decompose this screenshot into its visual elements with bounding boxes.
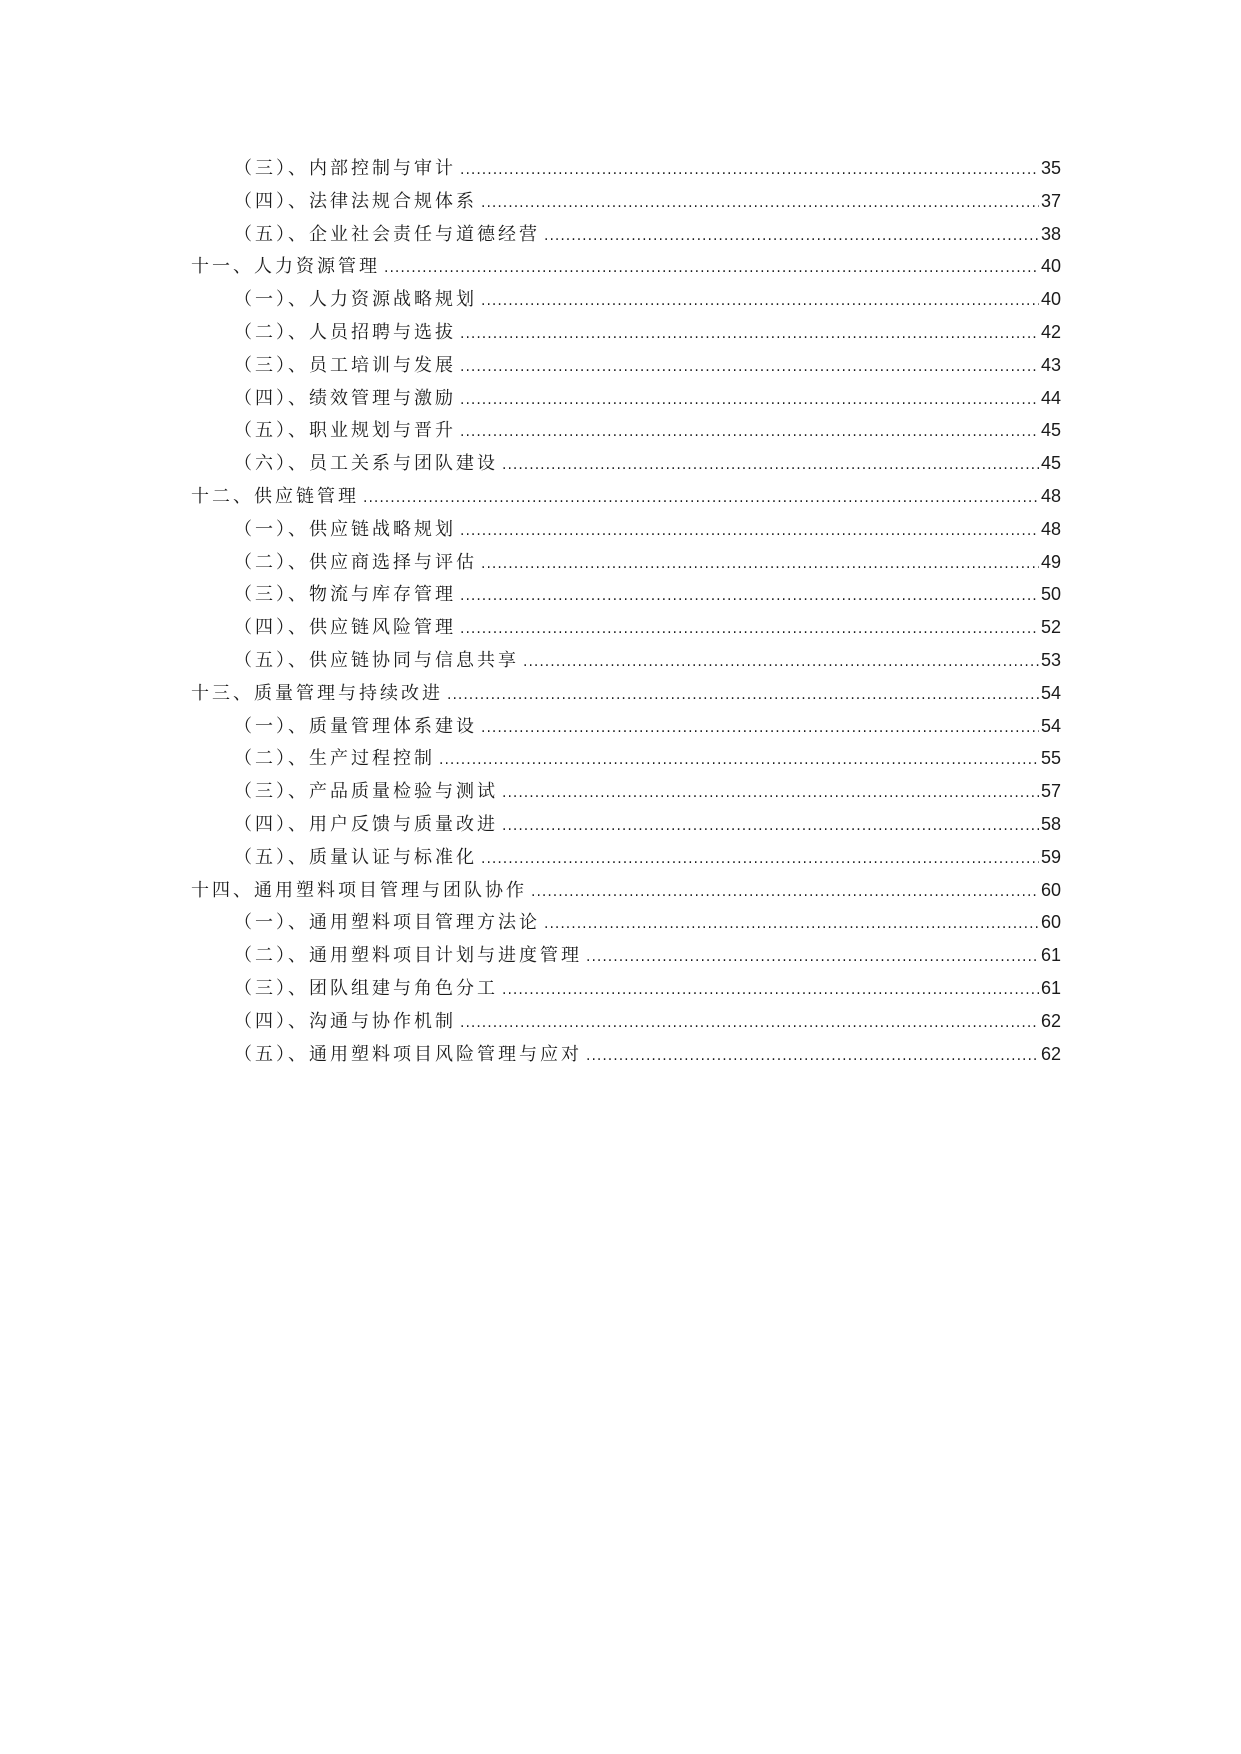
toc-entry-title: （三）、团队组建与角色分工 (234, 978, 498, 999)
toc-entry-page: 45 (1040, 420, 1061, 441)
toc-entry-title: （二）、通用塑料项目计划与进度管理 (234, 945, 582, 967)
toc-entry[interactable] (234, 185, 1061, 218)
toc-entry[interactable] (234, 808, 1061, 841)
toc-entry-title: （四）、绩效管理与激励 (234, 387, 456, 409)
toc-entry[interactable] (234, 611, 1061, 644)
toc-entry[interactable] (191, 480, 1061, 513)
toc-entry-title: 十三、质量管理与持续改进 (191, 682, 443, 704)
toc-entry-page: 60 (1040, 879, 1061, 900)
toc-entry-title: （四）、法律法规合规体系 (234, 190, 477, 212)
toc-entry-title: （二）、生产过程控制 (234, 748, 435, 770)
toc-entry-page: 59 (1040, 846, 1061, 867)
toc-dot-leader (586, 1040, 1039, 1073)
toc-entry-page: 58 (1040, 814, 1061, 834)
toc-entry-title: （二）、人员招聘与选拔 (234, 322, 456, 343)
toc-entry-page: 48 (1040, 518, 1061, 539)
toc-entry-page: 62 (1040, 1010, 1061, 1031)
toc-dot-leader (460, 154, 1039, 187)
toc-entry-title: （一）、人力资源战略规划 (234, 289, 477, 311)
toc-entry-page: 57 (1040, 781, 1061, 802)
toc-entry-title: （三）、员工培训与发展 (234, 354, 456, 376)
toc-entry-page: 40 (1040, 289, 1061, 310)
toc-entry-title: （四）、用户反馈与质量改进 (234, 814, 498, 835)
toc-dot-leader (460, 416, 1039, 449)
toc-dot-leader (481, 285, 1039, 318)
toc-entry[interactable] (234, 316, 1061, 349)
toc-entry-title: （三）、物流与库存管理 (234, 584, 456, 606)
toc-dot-leader (384, 252, 1039, 285)
toc-entry-page: 40 (1040, 256, 1061, 277)
toc-entry[interactable] (191, 250, 1061, 283)
toc-entry[interactable] (234, 349, 1061, 382)
toc-entry-page: 35 (1040, 158, 1061, 178)
toc-entry-page: 52 (1040, 617, 1061, 638)
toc-dot-leader (447, 679, 1039, 712)
toc-dot-leader (481, 548, 1039, 581)
toc-entry[interactable] (191, 677, 1061, 710)
toc-entry-page: 44 (1040, 387, 1061, 408)
toc-entry[interactable] (234, 513, 1061, 546)
toc-entry-page: 54 (1040, 715, 1061, 736)
toc-dot-leader (531, 876, 1039, 909)
toc-entry-title: （四）、供应链风险管理 (234, 617, 456, 639)
toc-entry[interactable] (234, 710, 1061, 743)
toc-dot-leader (460, 613, 1039, 646)
toc-entry-title: （五）、供应链协同与信息共享 (234, 650, 519, 671)
toc-entry-page: 60 (1040, 912, 1061, 933)
toc-entry[interactable] (234, 906, 1061, 939)
toc-entry-page: 42 (1040, 322, 1061, 342)
toc-dot-leader (502, 810, 1039, 843)
toc-entry-page: 53 (1040, 650, 1061, 670)
toc-dot-leader (460, 580, 1039, 613)
toc-entry-title: （一）、供应链战略规划 (234, 518, 456, 540)
toc-entry[interactable] (234, 1038, 1061, 1071)
toc-entry-title: （一）、质量管理体系建设 (234, 715, 477, 737)
toc-entry[interactable] (234, 382, 1061, 415)
toc-entry-title: （五）、通用塑料项目风险管理与应对 (234, 1043, 582, 1065)
toc-entry[interactable] (234, 939, 1061, 972)
toc-entry-title: （五）、质量认证与标准化 (234, 846, 477, 868)
toc-entry-title: （六）、员工关系与团队建设 (234, 453, 498, 475)
toc-entry[interactable] (234, 841, 1061, 874)
toc-entry-page: 48 (1040, 486, 1061, 506)
toc-entry-title: （三）、产品质量检验与测试 (234, 781, 498, 803)
toc-entry-page: 50 (1040, 584, 1061, 605)
toc-entry-page: 38 (1040, 223, 1061, 244)
toc-entry-title: （四）、沟通与协作机制 (234, 1010, 456, 1032)
toc-entry-page: 62 (1040, 1043, 1061, 1064)
toc-entry-page: 61 (1040, 945, 1061, 966)
toc-dot-leader (460, 351, 1039, 384)
toc-entry[interactable] (234, 447, 1061, 480)
toc-entry-title: （三）、内部控制与审计 (234, 158, 456, 179)
toc-entry-page: 37 (1040, 190, 1061, 211)
toc-dot-leader (460, 384, 1039, 417)
toc-entry[interactable] (191, 874, 1061, 907)
toc-entry-page: 49 (1040, 551, 1061, 572)
toc-entry-title: （五）、企业社会责任与道德经营 (234, 223, 540, 245)
toc-entry[interactable] (234, 578, 1061, 611)
toc-entry[interactable] (234, 775, 1061, 808)
toc-entry[interactable] (234, 644, 1061, 677)
toc-entry-page: 54 (1040, 682, 1061, 703)
toc-entry-title: 十四、通用塑料项目管理与团队协作 (191, 879, 527, 901)
toc-entry-title: （二）、供应商选择与评估 (234, 551, 477, 573)
toc-entry-page: 55 (1040, 748, 1061, 769)
toc-entry[interactable] (234, 283, 1061, 316)
toc-entry[interactable] (234, 414, 1061, 447)
toc-entry[interactable] (234, 152, 1061, 185)
toc-dot-leader (544, 220, 1039, 253)
toc-entry-page: 61 (1040, 978, 1061, 998)
toc-dot-leader (502, 974, 1039, 1007)
toc-entry-title: 十一、人力资源管理 (191, 256, 380, 278)
toc-entry-title: （五）、职业规划与晋升 (234, 420, 456, 442)
toc-dot-leader (481, 187, 1039, 220)
toc-dot-leader (363, 482, 1039, 515)
toc-dot-leader (439, 744, 1039, 777)
toc-dot-leader (460, 1007, 1039, 1040)
toc-entry[interactable] (234, 218, 1061, 251)
toc-dot-leader (481, 712, 1039, 745)
toc-dot-leader (523, 646, 1039, 679)
toc-dot-leader (460, 515, 1039, 548)
toc-dot-leader (544, 908, 1039, 941)
toc-entry-page: 45 (1040, 453, 1061, 474)
toc-entry[interactable] (234, 972, 1061, 1005)
toc-dot-leader (502, 777, 1039, 810)
toc-entry-title: 十二、供应链管理 (191, 486, 359, 507)
toc-entry[interactable] (234, 1005, 1061, 1038)
toc-entry-page: 43 (1040, 354, 1061, 375)
toc-entry[interactable] (234, 546, 1061, 579)
toc-dot-leader (586, 941, 1039, 974)
toc-dot-leader (502, 449, 1039, 482)
toc-dot-leader (481, 843, 1039, 876)
toc-entry[interactable] (234, 742, 1061, 775)
toc-entry-title: （一）、通用塑料项目管理方法论 (234, 912, 540, 934)
toc-dot-leader (460, 318, 1039, 351)
